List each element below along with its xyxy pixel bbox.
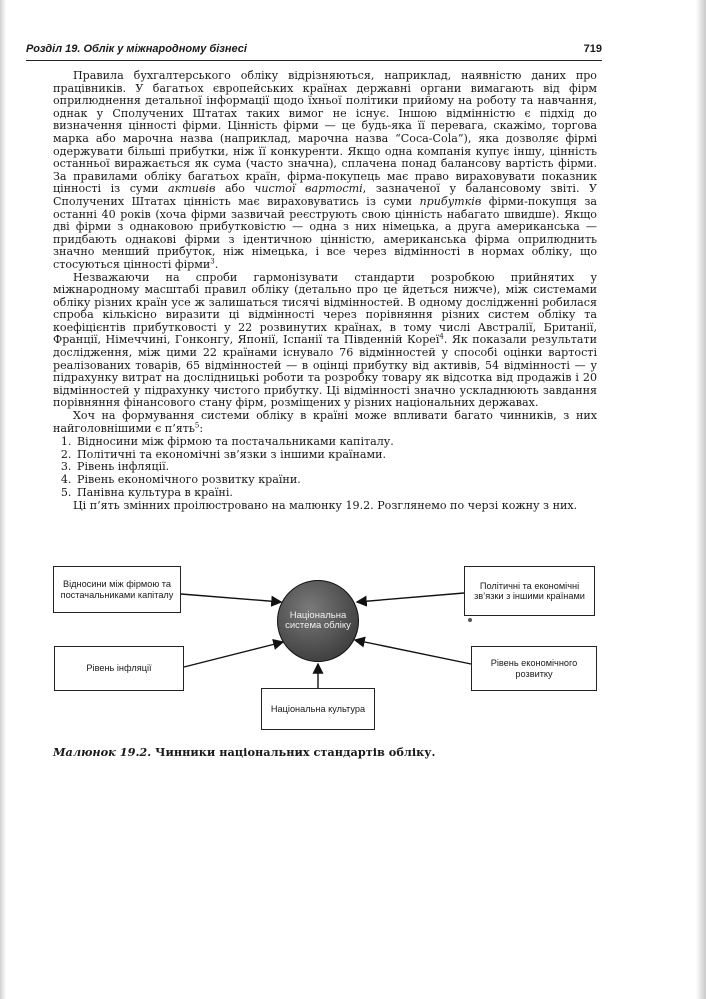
arrow-mid-right	[355, 640, 471, 664]
paragraph-2	[53, 272, 597, 411]
diagram-box-capital-providers-label: Відносини між фірмою та постачальниками капіталу	[60, 579, 174, 600]
figure-intro: Ці п’ять змінних проілюстровано на малюнку 19.2. Розглянемо по черзі кожну з них.	[73, 499, 578, 513]
scan-edge-right	[696, 0, 706, 999]
body-text	[53, 70, 597, 513]
figure-caption-text: Чинники національних стандартів обліку.	[155, 745, 436, 759]
section-label: Розділ 19.	[26, 43, 81, 55]
list-item: 1. Відносини між фірмою та постачальниками капіталу.	[75, 436, 597, 449]
diagram-box-economic-development-label: Рівень економічного розвитку	[490, 658, 578, 679]
diagram-box-national-culture	[261, 688, 375, 730]
diagram-box-inflation	[54, 646, 184, 691]
list-item: 4. Рівень економічного розвитку країни.	[75, 474, 597, 487]
running-header	[26, 43, 602, 55]
paragraph-1-start: Правила бухгалтерського обліку відрізняються, наприклад, наявністю даних про працівників. У багатьох європейських країнах державні органи вимагають від фірм оприлюднення детальної інформації щодо їхньої політики прийому на роботу та навчання, однак у Сполучених Штатах таких вимог не існує. Іншою відмінністю є підхід до визначення цінності фірми. Цінність фірми — це будь-яка її перевага, скажімо, торгова марка або марочна назва (наприклад, марочна назва “Coca-Cola”), яка дозволяє фірмі одержувати більші прибутки, ніж її конкуренти. Якщо одна компанія купує іншу, цінність останньої виражається як сума (часто значна), сплачена понад балансову вартість фірми. За правилами обліку багатьох країн, фірма-покупець має право вираховувати показник цінності із суми	[53, 69, 597, 196]
diagram-box-capital-providers	[53, 566, 181, 613]
page-number: 719	[583, 43, 602, 55]
paragraph-2-start: Незважаючи на спроби гармонізувати стандарти розробкою прийнятих у міжнародному масштабі правил обліку (детально про це йдеться нижче), між системами обліку різних країн усе ж залишаться тисячі відмінностей. В одному дослідженні робилася спроба кількісно виразити ці відмінності через порівняння різних систем обліку та коефіцієнтів прибутковості у 22 розвинутих країнах, в тому числі Австралії, Британії, Франції, Німеччині, Гонконгу, Японії, Іспанії та Південній Кореї	[53, 270, 597, 347]
scan-edge-left	[0, 0, 6, 999]
diagram-center-national-system	[277, 580, 359, 662]
header-rule	[26, 60, 602, 61]
diagram-box-inflation-label: Рівень інфляції	[86, 663, 152, 674]
arrow-top-right	[357, 593, 464, 602]
diagram-center-label: Національна система обліку	[285, 609, 351, 631]
paragraph-1-tail: фірми-покупця за останні 40 років (хоча фірми зазвичай реєструють свою цінність набагато швидше). Якщо дві фірми з однаковою прибутковістю — одна з них німецька, а друга американська — придбають однакові фірми з ідентичною цінністю, американська фірма оприлюднить значно менший прибуток, ніж німецька, і все через відмінності в нормах обліку, що стосуються цінності фірми	[53, 194, 597, 271]
paragraph-3-tail: :	[199, 421, 204, 435]
italic-term-profits: прибутків	[419, 194, 482, 208]
section-title: Облік у міжнародному бізнесі	[83, 43, 247, 55]
arrow-top-left	[181, 594, 281, 602]
figure-caption-label: Малюнок 19.2.	[53, 745, 152, 759]
footnote-3: 3	[210, 257, 215, 266]
italic-term-net-value: чистої вартості	[254, 182, 363, 196]
diagram-box-economic-development	[471, 646, 597, 691]
diagram-box-national-culture-label: Національна культура	[270, 703, 366, 714]
list-item: 2. Політичні та економічні зв’язки з іншими країнами.	[75, 449, 597, 462]
paragraph-3-start: Хоч на формування системи обліку в країні може впливати багато чинників, з них найголовнішими є п’ять	[53, 409, 597, 435]
scan-speck	[468, 618, 472, 622]
list-item: 3. Рівень інфляції.	[75, 461, 597, 474]
paragraph-2-tail: . Як показали результати дослідження, між цими 22 країнами існувало 76 відмінностей у способі оцінки вартості реалізованих товарів, 65 відмінностей — в оцінці прибутку від активів, 54 відмінності — у підрахунку витрат на дослідницькі роботи та розробку товару як відсотка від продажів і 20 відмінностей у підрахунку чистого прибутку. Ці відмінності значно ускладнюють завдання порівняння фінансового стану фірм, розміщених у різних національних державах.	[53, 333, 597, 410]
paragraph-1: Правила бухгалтерського обліку відрізняються, наприклад, наявністю даних про працівників. У багатьох європейських країнах державні органи вимагають від фірм оприлюднення детальної інформації щодо їхньої політики прийому на роботу та навчання, однак у Сполучених Штатах таких вимог не існує. Іншою відмінністю є підхід до визначення цінності фірми. Цінність фірми — це будь-яка її перевага, скажімо, торгова марка або марочна назва (наприклад, марочна назва “Coca-Cola”), яка дозволяє фірмі одержувати більші прибутки, ніж її конкуренти. Якщо одна компанія купує іншу, цінність останньої виражається як сума (часто значна), сплачена понад балансову вартість фірми. За правилами обліку багатьох країн, фірма-покупець має право вираховувати показник цінності із суми активів або чистої вартості, зазначеної у балансовому звіті. У Сполучених Штатах цінність має вираховуватись із суми прибутків фірми-покупця за останні 40 років (хоча фірми зазвичай реєструють свою цінність набагато швидше). Якщо дві фірми з однаковою прибутковістю — одна з них німецька, а друга американська — придбають однакові фірми з ідентичною цінністю, американська фірма оприлюднить значно менший прибуток, ніж німецька, і все через відмінності в нормах обліку, що стосуються цінності фірми$^3$.	[53, 69, 598, 271]
running-head-title	[26, 43, 247, 55]
figure-caption	[53, 745, 613, 759]
footnote-5: 5	[194, 420, 200, 429]
italic-term-assets: активів	[168, 182, 216, 196]
arrow-mid-left	[184, 642, 283, 667]
paragraph-1-mid1: або	[215, 182, 255, 196]
diagram-box-political-links	[464, 566, 595, 616]
factors-list	[53, 436, 597, 499]
diagram-box-political-links-label: Політичні та економічні зв’язки з іншими країнами	[474, 580, 585, 601]
paragraph-1-mid2: , зазначеної у балансовому звіті. У Сполучених Штатах цінність має вираховуватись із суми	[53, 182, 598, 208]
footnote-4: 4	[439, 332, 444, 341]
list-item: 5. Панівна культура в країні.	[75, 487, 597, 500]
paragraph-3	[53, 410, 597, 435]
